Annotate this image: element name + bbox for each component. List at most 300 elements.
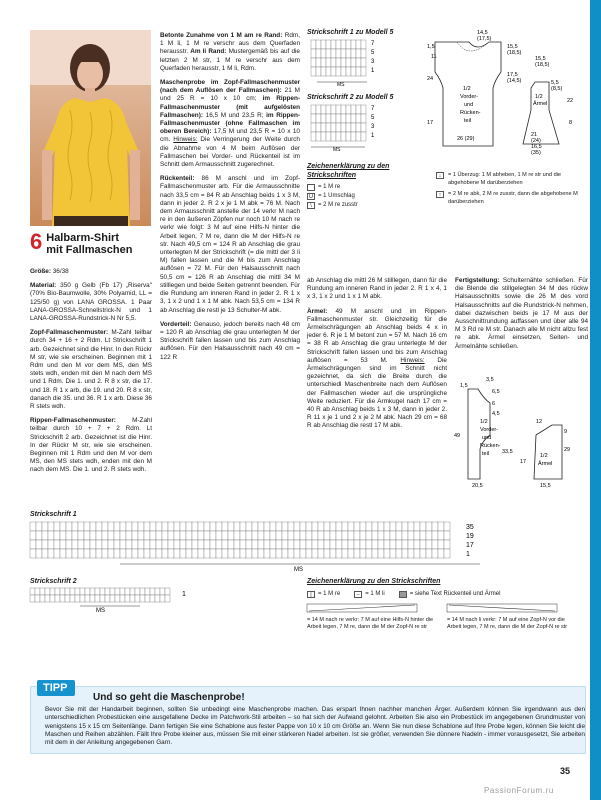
grid-cell [330,549,336,558]
grid-cell [312,531,318,540]
grid-cell [318,531,324,540]
grid-cell [321,114,326,123]
svg-text:15,5: 15,5 [535,56,546,62]
grid-cell [36,522,42,531]
legend-bottom [307,590,587,632]
grid-cell [144,522,150,531]
grid-cell [346,67,351,76]
grid-cell [198,531,204,540]
grid-cell [210,522,216,531]
grid-cell [360,549,366,558]
grid-cell [100,595,105,602]
grid-cell [174,531,180,540]
grid-cell [192,549,198,558]
grid-cell [341,132,346,141]
grid-cell [348,522,354,531]
instructions-column-3 [307,277,447,437]
grid-cell [341,67,346,76]
svg-text:17: 17 [427,120,434,126]
grid-cell [390,549,396,558]
grid-cell [426,522,432,531]
grid-cell [84,522,90,531]
grid-cell [145,595,150,602]
grid-cell [312,522,318,531]
grid-cell [282,549,288,558]
grid-cell [326,40,331,49]
grid-cell [96,522,102,531]
grid-cell [138,522,144,531]
grid-cell [138,540,144,549]
grid-cell [306,531,312,540]
grid-cell [48,531,54,540]
grid-cell [155,588,160,595]
grid-cell [115,595,120,602]
grid-cell [444,549,450,558]
chart-big-title: Strickschrift 1 [30,511,77,518]
grid-cell [66,549,72,558]
knit-stitch-icon: | [307,591,315,598]
grid-cell [72,531,78,540]
grid-cell [66,531,72,540]
grid-cell [168,540,174,549]
svg-text:1/2: 1/2 [535,94,543,100]
grid-cell [331,40,336,49]
legend-top-item-3: = 2 M re zusstr [318,202,358,208]
chart1-top-row-1: 1 [371,68,375,74]
chart2-top-grid [307,103,387,151]
grid-cell [372,531,378,540]
grid-cell [444,531,450,540]
grid-cell [80,595,85,602]
grid-cell [326,123,331,132]
model-photo [30,30,151,226]
grid-cell [198,549,204,558]
grid-cell [168,531,174,540]
grid-cell [324,531,330,540]
svg-text:und: und [464,102,474,108]
grid-cell [216,531,222,540]
hinweis-label: Hinweis: [173,136,198,144]
grid-cell [234,540,240,549]
grid-cell [288,549,294,558]
grid-cell [42,522,48,531]
grid-cell [414,522,420,531]
grid-cell [311,67,316,76]
grid-cell [384,531,390,540]
svg-text:4,5: 4,5 [492,411,500,417]
grid-cell [114,540,120,549]
grid-cell [356,132,361,141]
grid-cell [216,522,222,531]
svg-text:(18,5): (18,5) [507,50,522,56]
grid-cell [150,595,155,602]
grid-cell [414,531,420,540]
grid-cell [115,588,120,595]
grid-cell [300,531,306,540]
grid-cell [35,595,40,602]
grid-cell [162,549,168,558]
grid-cell [342,549,348,558]
maschenprobe-rippen-text: 16,5 M und 23,5 R; [205,111,264,119]
maschenprobe-text: 21 M und 25 R = 10 x 10 cm; [160,87,300,103]
grid-cell [222,540,228,549]
grid-cell [180,522,186,531]
vorderteil-label: Vorderteil: [160,320,192,328]
grid-cell [264,531,270,540]
grid-cell [66,540,72,549]
grid-cell [35,588,40,595]
grid-cell [318,540,324,549]
grid-cell [356,114,361,123]
grid-cell [36,531,42,540]
grid-cell [311,123,316,132]
grid-cell [348,540,354,549]
chart-small-title: Strickschrift 2 [30,578,77,585]
grid-cell [186,540,192,549]
grid-cell [356,40,361,49]
grid-cell [348,549,354,558]
grid-cell [120,540,126,549]
grid-cell [78,522,84,531]
grid-cell [95,588,100,595]
grid-cell [75,595,80,602]
chart-small-row-1: 1 [182,591,186,598]
grid-cell [341,40,346,49]
grid-cell [326,49,331,58]
grid-cell [346,49,351,58]
legend-bottom-title: Zeichenerklärung zu den Strickschriften [307,578,441,585]
drop-stitch-icon [399,591,407,598]
zunahme-li-label: Am li Rand: [190,48,227,56]
svg-text:14,5: 14,5 [477,30,488,36]
grid-cell [55,595,60,602]
grid-cell [316,105,321,114]
grid-cell [234,549,240,558]
grid-cell [294,540,300,549]
grid-cell [264,522,270,531]
grid-cell [132,549,138,558]
svg-text:Ärmel: Ärmel [538,461,553,467]
grid-cell [150,549,156,558]
grid-cell [258,531,264,540]
grid-cell [331,105,336,114]
grid-cell [198,540,204,549]
grid-cell [361,132,366,141]
grid-cell [102,540,108,549]
svg-text:9: 9 [564,429,568,435]
grid-cell [126,531,132,540]
svg-text:1,5: 1,5 [427,44,435,50]
grid-cell [378,522,384,531]
grid-cell [264,540,270,549]
grid-cell [270,531,276,540]
grid-cell [105,588,110,595]
chart-big-row-35: 35 [466,524,474,531]
grid-cell [336,105,341,114]
grid-cell [75,588,80,595]
grid-cell [270,540,276,549]
svg-text:29: 29 [564,447,571,453]
grid-cell [390,522,396,531]
svg-text:17,5: 17,5 [507,72,518,78]
grid-cell [316,58,321,67]
svg-text:(35): (35) [531,150,541,156]
grid-cell [438,540,444,549]
grid-cell [114,549,120,558]
grid-cell [228,540,234,549]
grid-cell [114,531,120,540]
grid-cell [246,540,252,549]
grid-cell [318,549,324,558]
grid-cell [240,549,246,558]
grid-cell [316,40,321,49]
grid-cell [346,123,351,132]
grid-cell [186,531,192,540]
grid-cell [126,549,132,558]
svg-text:teil: teil [482,451,490,457]
grid-cell [78,540,84,549]
grid-cell [156,531,162,540]
grid-cell [351,123,356,132]
grid-cell [300,549,306,558]
grid-cell [138,549,144,558]
grid-cell [330,540,336,549]
grid-cell [348,531,354,540]
grid-cell [311,49,316,58]
grid-cell [50,595,55,602]
grid-cell [336,132,341,141]
grid-cell [126,522,132,531]
grid-cell [316,123,321,132]
grid-cell [270,522,276,531]
grid-cell [414,549,420,558]
grid-cell [426,549,432,558]
grid-cell [174,522,180,531]
legend-right-item-2: = 2 M re abk, 2 M re zusstr, dann die abgehobene M darüberziehen [448,191,578,205]
grid-cell [54,531,60,540]
grid-cell [326,67,331,76]
chart1-top-row-3: 3 [371,59,375,65]
grid-cell [48,522,54,531]
grid-cell [228,531,234,540]
grid-cell [324,522,330,531]
legend-right [436,172,586,210]
grid-cell [378,531,384,540]
grid-cell [361,67,366,76]
grid-cell [420,540,426,549]
grid-cell [432,531,438,540]
grid-cell [316,132,321,141]
chart1-top-grid [307,38,387,86]
instructions-column-4 [455,277,588,357]
grid-cell [72,522,78,531]
svg-text:Vorder-: Vorder- [480,427,499,433]
svg-text:21: 21 [531,132,538,138]
grid-cell [80,588,85,595]
grid-cell [438,531,444,540]
grid-cell [306,549,312,558]
grid-cell [288,531,294,540]
grid-cell [222,549,228,558]
grid-cell [346,105,351,114]
grid-cell [336,58,341,67]
grid-cell [270,549,276,558]
grid-cell [366,531,372,540]
svg-text:1/2: 1/2 [540,453,548,459]
grid-cell [306,522,312,531]
grid-cell [84,549,90,558]
grid-cell [258,549,264,558]
legend-bottom-item-2: = 1 M li [365,591,385,597]
grid-cell [258,522,264,531]
pattern-number: 6 [30,229,43,254]
grid-cell [140,595,145,602]
chart2-top-row-7: 7 [371,106,375,112]
grid-cell [234,522,240,531]
pattern-title [30,229,151,256]
chart2-top-title: Strickschrift 2 zu Modell 5 [307,94,394,101]
grid-cell [210,549,216,558]
svg-text:(8,5): (8,5) [551,86,563,92]
grid-cell [156,522,162,531]
svg-text:8: 8 [569,120,573,126]
grid-cell [444,540,450,549]
grid-cell [72,549,78,558]
grid-cell [300,540,306,549]
grid-cell [144,531,150,540]
grid-cell [222,531,228,540]
schema-bottom [454,375,586,489]
zunahme-text: Rdm, 1 M li, 1 M re verschr aus dem Querfaden herausstr. [160,32,301,56]
page-number: 35 [560,766,571,776]
grid-cell [366,549,372,558]
grid-cell [65,588,70,595]
grid-cell [60,531,66,540]
grid-cell [372,549,378,558]
grid-cell [48,549,54,558]
grid-cell [316,67,321,76]
rueckenteil-label: Rückenteil: [160,175,195,183]
grid-cell [331,123,336,132]
grid-cell [55,588,60,595]
material-value: 350 g Gelb (Fb 17) „Riserva" (70% Bio-Baumwolle, 30% Polyamid, LL = 125/50 g) von LANA GROSSA. 1 Paar LANA-GROSSA-Schnellstrick-N und 1 LANA-GROSSA-Rundstrick-N Nr 5,5. [30,282,152,323]
grid-cell [210,540,216,549]
tip-body: Bevor Sie mit der Handarbeit beginnen, sollten Sie unbedingt eine Maschenprobe machen. Das erspart Ihnen nachher manchen Ärger. Außerdem können Sie irgendwann aus den unterschiedlichen Probestücken eine ausgefallene Decke im Patchwork-Stil arbeiten – so hat sich der Aufwand gelohnt. Arbeiten Sie also ein Probestück im angegebenen Grundmuster von wenigstens 15 x 15 cm Seitenlänge. Dann fertigen Sie eine Schablone aus fester Pappe von 10 x 10 cm Größe an. Wenn Sie nun diese Schablone auf Ihre Probe legen, können Sie leicht die Maschen und Reihen abzählen. Fällt Ihre Probe kleiner aus, müssen Sie mit einer stärkeren Nadel arbeiten. Ist sie größer, verwenden Sie dünnere Nadeln - immer vorausgesetzt, Sie arbeiten mit dem in der Anleitung angegebenen Garn. [45,706,585,747]
watermark: PassionForum.ru [484,786,554,795]
grid-cell [336,67,341,76]
zunahme-li-text: Mustergemäß bis auf die letzten 2 M str, 1 M re verschr aus dem Querfaden herausstr, 1 M li, Rdm. [160,48,300,72]
grid-cell [321,105,326,114]
grid-cell [346,114,351,123]
grid-cell [384,522,390,531]
grid-cell [396,531,402,540]
grid-cell [258,540,264,549]
grid-cell [402,540,408,549]
grid-cell [361,114,366,123]
grid-cell [156,540,162,549]
grid-cell [336,40,341,49]
grid-cell [210,531,216,540]
cable-right-icon [307,603,417,613]
fertigstellung-label: Fertigstellung: [455,277,500,284]
grid-cell [351,105,356,114]
grid-cell [102,549,108,558]
rippen-value: M-Zahl teilbar durch 10 + 7 + 2 Rdm. Lt Strickschrift 2 arb. Gezeichnet ist die Hinr. In der Rückr M str, wie sie erscheinen. Beginnen mit 1 Rdm und den M vor dem MS, den MS stets wdh, enden mit den M nach dem MS. Die 1. und 2. R stets wdh. [30,417,152,474]
grid-cell [420,522,426,531]
grid-cell [180,540,186,549]
knit-symbol-icon [307,184,315,191]
grid-cell [60,549,66,558]
grid-cell [48,540,54,549]
legend-bottom-note-1: = 14 M nach re verkr: 7 M auf eine Hilfs-N hinter die Arbeit legen, 7 M re, dann die M der Zopf-N re str [307,616,434,630]
grid-cell [408,549,414,558]
grid-cell [90,549,96,558]
svg-text:12: 12 [536,419,543,425]
grid-cell [174,540,180,549]
grid-cell [341,58,346,67]
grid-cell [150,531,156,540]
svg-text:20,5: 20,5 [472,483,483,489]
chart2-top-row-1: 1 [371,133,375,139]
grid-cell [90,531,96,540]
grid-cell [342,540,348,549]
chart1-top-row-5: 5 [371,50,375,56]
grid-cell [85,588,90,595]
grid-cell [140,588,145,595]
grid-cell [326,114,331,123]
grid-cell [408,531,414,540]
grid-cell [102,522,108,531]
grid-cell [356,123,361,132]
grid-cell [311,40,316,49]
grid-cell [252,522,258,531]
aermel-hinweis-label: Hinweis: [400,356,425,364]
grid-cell [204,531,210,540]
grid-cell [198,522,204,531]
grid-cell [150,588,155,595]
grid-cell [120,549,126,558]
grid-cell [331,58,336,67]
grid-cell [294,522,300,531]
grid-cell [372,540,378,549]
grid-cell [108,531,114,540]
instructions-column-1 [30,268,152,481]
grid-cell [288,522,294,531]
zopf-label: Zopf-Fallmaschenmuster: [30,329,109,337]
grid-cell [162,540,168,549]
aermel-label: Ärmel: [307,307,328,315]
tip-box [30,682,586,754]
material-label: Material: [30,282,57,290]
svg-text:(14,5): (14,5) [507,78,522,84]
grid-cell [186,549,192,558]
grid-cell [144,540,150,549]
grid-cell [54,549,60,558]
grid-cell [438,522,444,531]
grid-cell [42,549,48,558]
grid-cell [360,522,366,531]
grid-cell [396,522,402,531]
chart2-top-row-3: 3 [371,124,375,130]
size-label: Größe: [30,268,51,275]
grid-cell [444,522,450,531]
svg-text:26 (29): 26 (29) [457,136,475,142]
legend-top [307,183,358,210]
pattern-title-line2: mit Fallmaschen [46,244,133,256]
grid-cell [420,531,426,540]
grid-cell [300,522,306,531]
maschenprobe-rippen-label: im Rippen-Fallmaschenmuster (mit aufgelösten Fallmaschen): [160,95,300,119]
